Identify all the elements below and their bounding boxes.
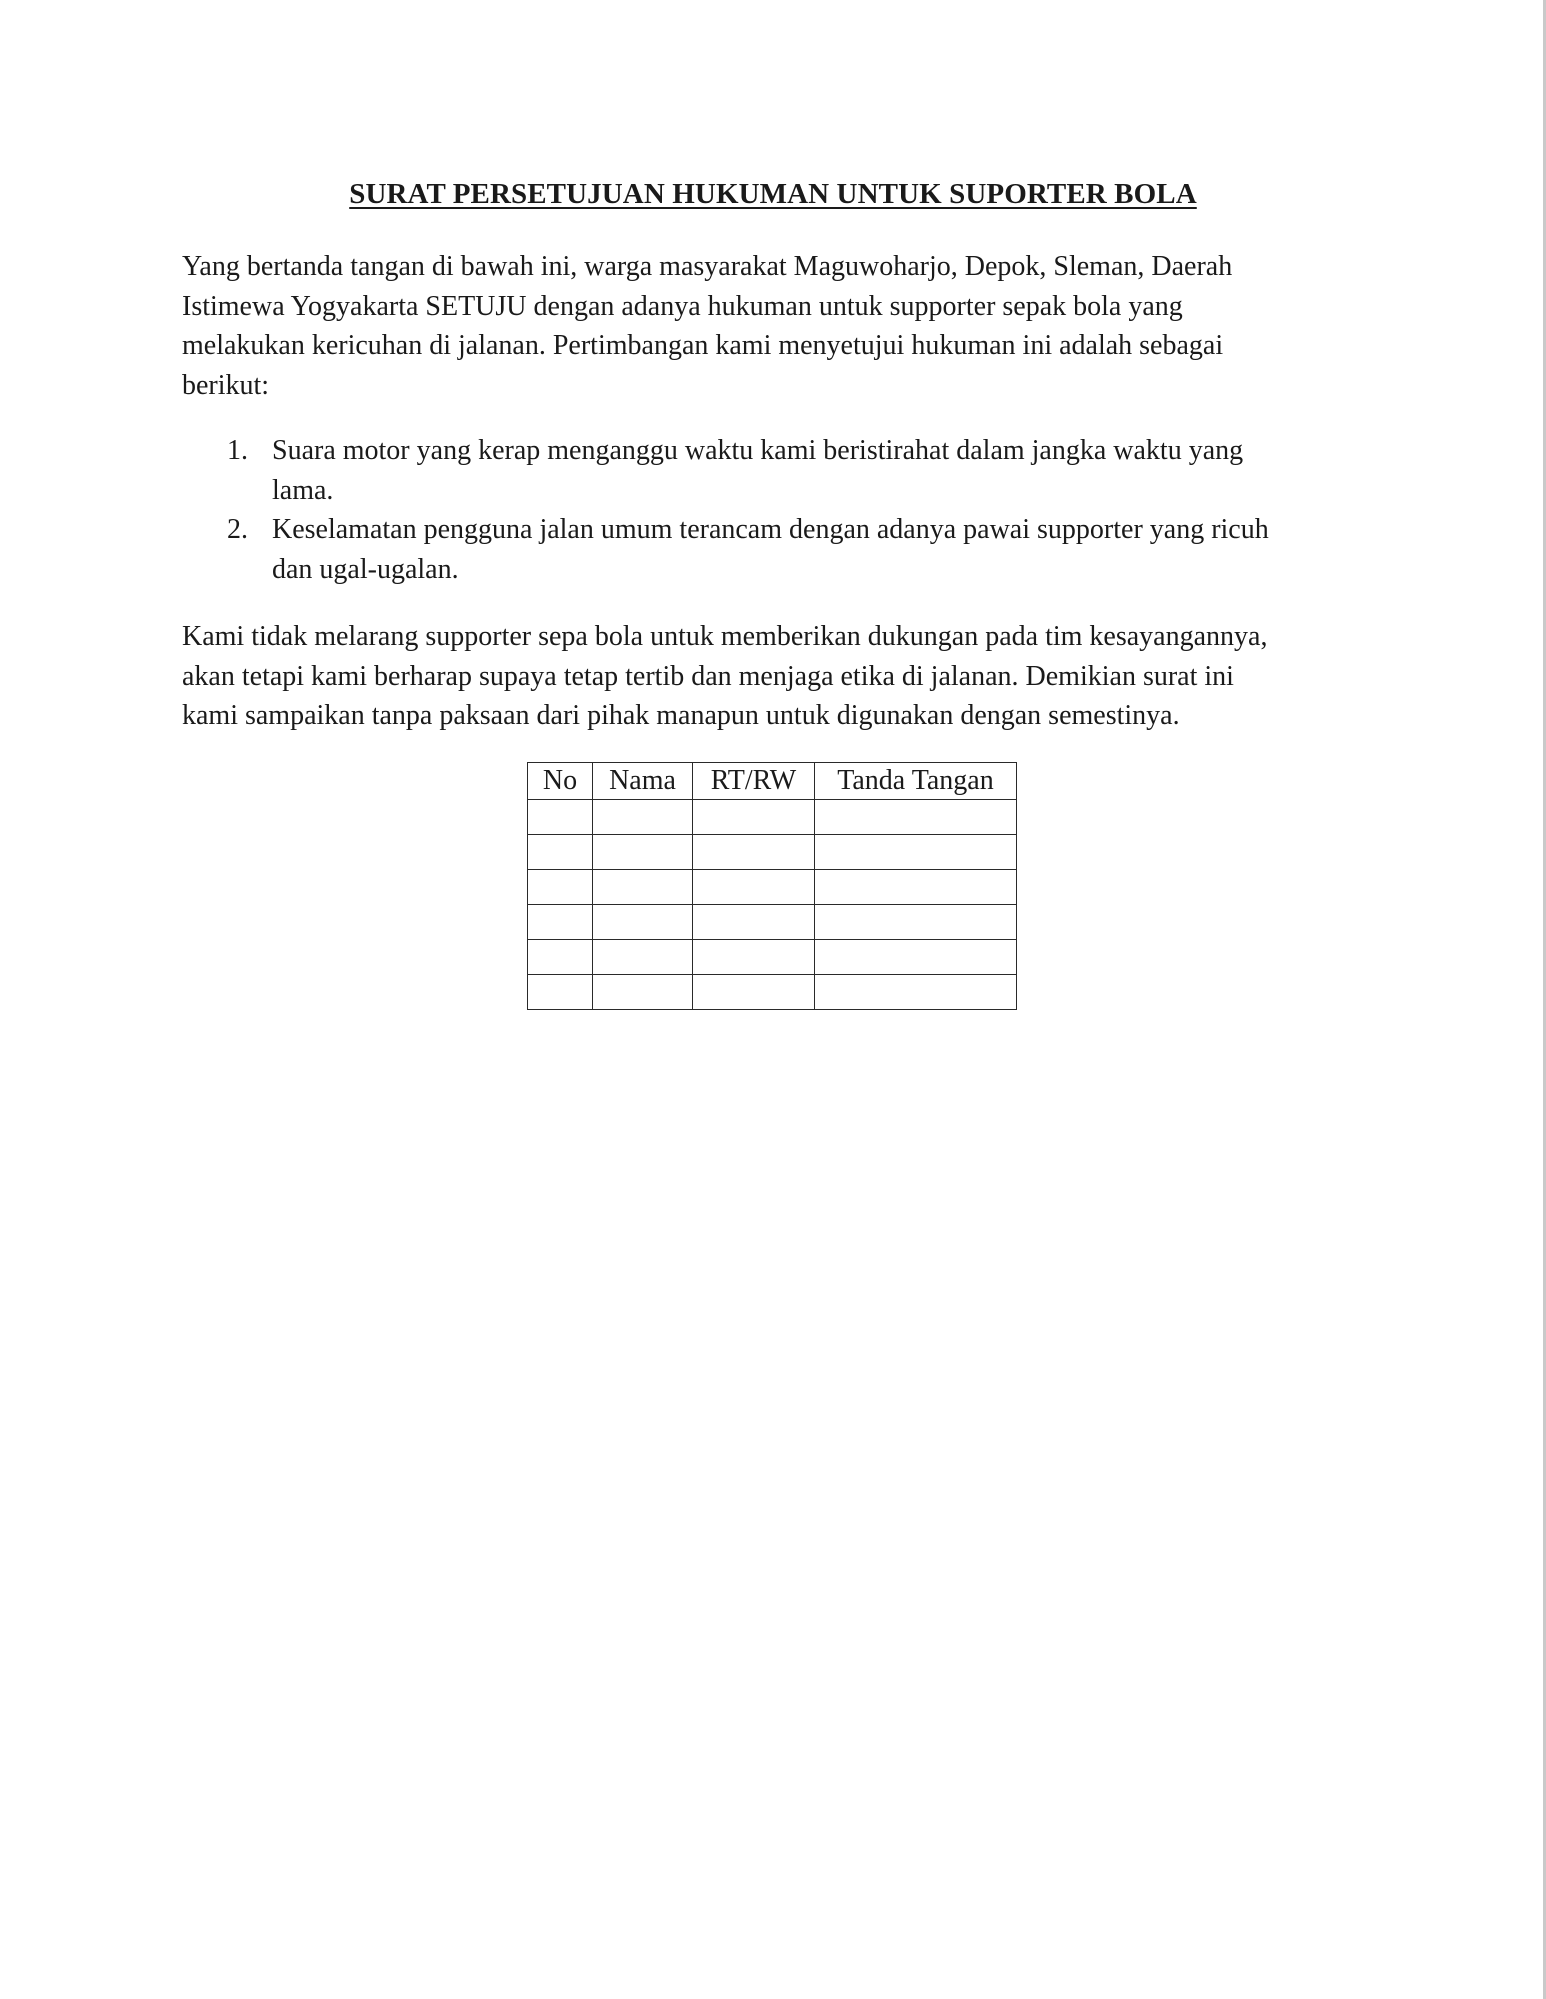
reasons-list — [182, 431, 1382, 589]
cell-rt-rw — [693, 975, 815, 1010]
reason-line: Keselamatan pengguna jalan umum terancam dengan adanya pawai supporter yang ricuh — [272, 514, 1269, 545]
cell-no — [528, 800, 593, 835]
table-row — [528, 940, 1017, 975]
table-row — [528, 905, 1017, 940]
header-no: No — [528, 763, 593, 800]
reason-item-1 — [182, 431, 1382, 510]
reason-line: Suara motor yang kerap menganggu waktu kami beristirahat dalam jangka waktu yang — [272, 435, 1244, 466]
table-row — [528, 800, 1017, 835]
table-row — [528, 975, 1017, 1010]
closing-paragraph — [182, 617, 1382, 736]
cell-nama — [593, 975, 693, 1010]
header-nama: Nama — [593, 763, 693, 800]
reason-number: 1. — [227, 435, 248, 466]
cell-tanda-tangan — [815, 905, 1017, 940]
cell-tanda-tangan — [815, 870, 1017, 905]
intro-line: melakukan kericuhan di jalanan. Pertimbangan kami menyetujui hukuman ini adalah sebagai — [182, 330, 1224, 361]
cell-no — [528, 905, 593, 940]
cell-tanda-tangan — [815, 835, 1017, 870]
intro-line: berikut: — [182, 369, 270, 401]
reason-line: lama. — [272, 474, 334, 506]
cell-nama — [593, 870, 693, 905]
table-row — [528, 870, 1017, 905]
reason-line: dan ugal-ugalan. — [272, 553, 459, 585]
intro-paragraph — [182, 247, 1382, 405]
cell-tanda-tangan — [815, 800, 1017, 835]
closing-line: kami sampaikan tanpa paksaan dari pihak manapun untuk digunakan dengan semestinya. — [182, 700, 1180, 731]
table-header-row — [528, 763, 1017, 800]
intro-line: Istimewa Yogyakarta SETUJU dengan adanya hukuman untuk supporter sepak bola yang — [182, 290, 1183, 322]
reason-number: 2. — [227, 514, 248, 545]
cell-rt-rw — [693, 940, 815, 975]
closing-line: akan tetapi kami berharap supaya tetap tertib dan menjaga etika di jalanan. Demikian surat ini — [182, 660, 1234, 692]
cell-nama — [593, 940, 693, 975]
signature-table — [527, 762, 1017, 1010]
cell-tanda-tangan — [815, 940, 1017, 975]
cell-no — [528, 940, 593, 975]
header-rt-rw: RT/RW — [693, 763, 815, 800]
cell-no — [528, 975, 593, 1010]
header-tanda-tangan: Tanda Tangan — [815, 763, 1017, 800]
cell-nama — [593, 905, 693, 940]
cell-rt-rw — [693, 835, 815, 870]
cell-rt-rw — [693, 800, 815, 835]
cell-no — [528, 835, 593, 870]
cell-rt-rw — [693, 870, 815, 905]
cell-tanda-tangan — [815, 975, 1017, 1010]
cell-no — [528, 870, 593, 905]
cell-rt-rw — [693, 905, 815, 940]
cell-nama — [593, 800, 693, 835]
closing-line: Kami tidak melarang supporter sepa bola untuk memberikan dukungan pada tim kesayangannya, — [182, 621, 1268, 652]
intro-line: Yang bertanda tangan di bawah ini, warga masyarakat Maguwoharjo, Depok, Sleman, Daerah — [182, 251, 1233, 282]
table-row — [528, 835, 1017, 870]
cell-nama — [593, 835, 693, 870]
document-title: SURAT PERSETUJUAN HUKUMAN UNTUK SUPORTER BOLA — [349, 178, 1197, 210]
reason-item-2 — [182, 510, 1382, 589]
